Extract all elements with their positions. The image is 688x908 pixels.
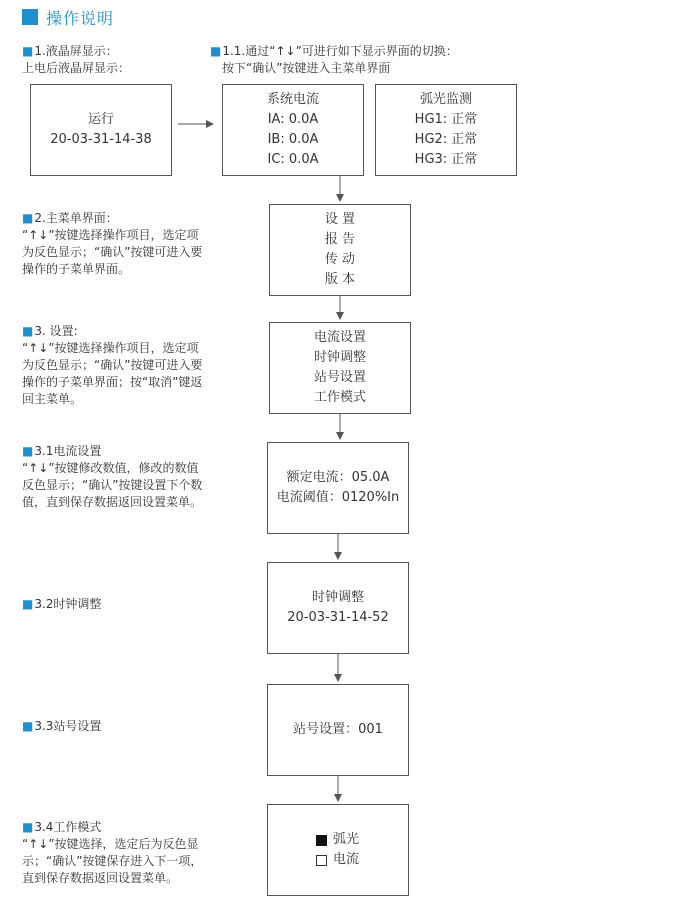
- note-line: 为反色显示；“确认”按键可进入要: [22, 358, 203, 372]
- mode-option-label: 电流: [333, 852, 360, 867]
- note-heading: 3.1电流设置: [34, 444, 102, 458]
- screen-line: 系统电流: [266, 92, 319, 107]
- screen-line: 20-03-31-14-52: [287, 610, 389, 625]
- bullet-square-icon: ■: [22, 444, 34, 458]
- bullet-square-icon: ■: [22, 211, 34, 225]
- screen-line: HG2: 正常: [414, 132, 478, 147]
- menu-item: 电流设置: [313, 330, 366, 345]
- note-line: 值，直到保存数据返回设置菜单。: [22, 495, 203, 509]
- note-line: 操作的子菜单界面；按“取消”键返: [22, 375, 203, 389]
- note-line: 为反色显示；“确认”按键可进入要: [22, 245, 203, 259]
- screen-line: 时钟调整: [311, 590, 364, 605]
- menu-item: 传 动: [324, 252, 356, 267]
- note-heading: 3.4工作模式: [34, 820, 102, 834]
- bullet-square-icon: ■: [22, 820, 34, 834]
- note-heading: 3.3站号设置: [34, 719, 102, 733]
- note-heading: 3. 设置:: [34, 324, 78, 338]
- note-heading: 1.1.通过“↑↓”可进行如下显示界面的切换：: [222, 44, 458, 58]
- bullet-square-icon: ■: [22, 324, 34, 338]
- note-line: 回主菜单。: [22, 392, 83, 406]
- screen-line: 额定电流：05.0A: [286, 470, 390, 485]
- menu-item: 设 置: [324, 212, 356, 227]
- note-line: 按下“确认”按键进入主菜单界面: [222, 61, 391, 75]
- screen-line: IA: 0.0A: [267, 112, 319, 127]
- bullet-square-icon: ■: [210, 44, 222, 58]
- menu-item: 工作模式: [313, 390, 366, 405]
- menu-item: 站号设置: [313, 370, 366, 385]
- screen-line: 站号设置：001: [293, 722, 383, 737]
- bullet-square-icon: ■: [22, 44, 34, 58]
- note-line: 示；“确认”按键保存进入下一项，: [22, 854, 203, 868]
- note-line: “↑↓”按键选择操作项目，选定项: [22, 228, 199, 242]
- menu-item: 版 本: [324, 272, 356, 287]
- screen-line: 电流阈值：0120%In: [276, 490, 400, 505]
- note-line: “↑↓”按键修改数值，修改的数值: [22, 461, 199, 475]
- screen-line: 弧光监测: [419, 92, 472, 107]
- bullet-square-icon: ■: [22, 597, 34, 611]
- note-line: 直到保存数据返回设置菜单。: [22, 871, 179, 885]
- screen-line: IC: 0.0A: [267, 152, 319, 167]
- note-line: “↑↓”按键选择，选定后为反色显: [22, 837, 199, 851]
- screen-line: HG1: 正常: [414, 112, 478, 127]
- bullet-square-icon: ■: [22, 719, 34, 733]
- page-title: 操作说明: [46, 8, 115, 28]
- screen-line: IB: 0.0A: [267, 132, 319, 147]
- menu-item: 报 告: [324, 232, 356, 247]
- screen-line: 运行: [87, 112, 114, 127]
- menu-item: 时钟调整: [313, 350, 366, 365]
- note-line: “↑↓”按键选择操作项目，选定项: [22, 341, 199, 355]
- note-heading: 1.液晶屏显示：: [34, 44, 118, 58]
- screen-line: 20-03-31-14-38: [50, 132, 152, 147]
- mode-option-label: 弧光: [333, 832, 360, 847]
- note-line: 反色显示；“确认”按键设置下个数: [22, 478, 203, 492]
- screen-line: HG3: 正常: [414, 152, 478, 167]
- note-heading: 3.2时钟调整: [34, 597, 102, 611]
- note-heading: 2.主菜单界面：: [34, 211, 118, 225]
- note-line: 上电后液晶屏显示：: [22, 61, 131, 75]
- note-line: 操作的子菜单界面。: [22, 262, 131, 276]
